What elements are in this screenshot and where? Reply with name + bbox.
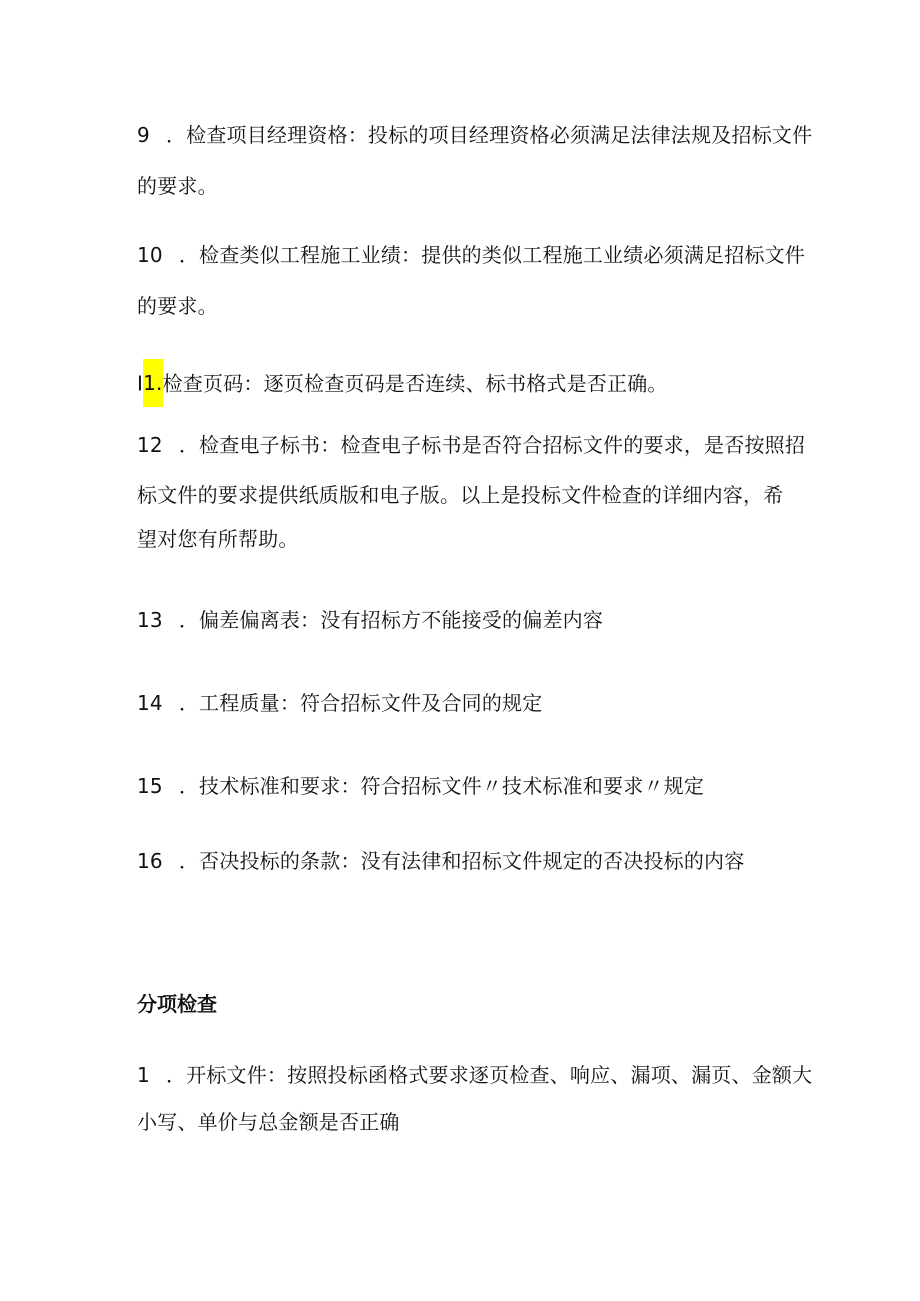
list-item-9-line-2	[137, 172, 218, 200]
item-text: ．偏差偏离表：没有招标方不能接受的偏差内容	[178, 608, 604, 632]
list-item-10-line-1	[137, 241, 805, 269]
item-text: ．技术标准和要求：符合招标文件〃技术标准和要求〃规定	[178, 774, 705, 798]
list-item-12-line-3	[137, 525, 299, 553]
item-text: 的要求。	[137, 174, 218, 198]
highlighted-number: 1.	[143, 359, 162, 407]
list-item-12-line-2	[137, 481, 783, 509]
item-text: 小写、单价与总金额是否正确	[137, 1110, 400, 1134]
item-text: ．否决投标的条款：没有法律和招标文件规定的否决投标的内容	[178, 849, 745, 873]
list-item-10-line-2	[137, 292, 218, 320]
list-item-12-line-1	[137, 431, 805, 459]
item-text: 标文件的要求提供纸质版和电子版。以上是投标文件检查的详细内容，希	[137, 483, 784, 507]
item-number: 10	[137, 243, 163, 267]
item-number: 15	[137, 774, 163, 798]
list-item-15	[137, 772, 704, 800]
item-text: ．检查电子标书：检查电子标书是否符合招标文件的要求，是否按照招	[178, 433, 806, 457]
list-item-9-line-1	[137, 121, 812, 149]
item-text: 检查页码：逐页检查页码是否连续、标书格式是否正确。	[162, 371, 668, 396]
item-number: 13	[137, 608, 163, 632]
item-text: ．开标文件：按照投标函格式要求逐页检查、响应、漏项、漏页、金额大	[165, 1063, 813, 1087]
item-number: 14	[137, 691, 163, 715]
section-item-1-line-1	[137, 1061, 812, 1089]
list-item-13	[137, 606, 603, 634]
list-item-11-line-1	[137, 361, 668, 409]
section-item-1-line-2	[137, 1108, 400, 1136]
item-number: 12	[137, 433, 163, 457]
list-item-14	[137, 689, 542, 717]
item-number: 1	[137, 1063, 150, 1087]
item-text: 望对您有所帮助。	[137, 527, 299, 551]
item-text: ．检查类似工程施工业绩：提供的类似工程施工业绩必须满足招标文件	[178, 243, 806, 267]
item-text: ．工程质量：符合招标文件及合同的规定	[178, 691, 543, 715]
item-text: ．检查项目经理资格：投标的项目经理资格必须满足法律法规及招标文件	[165, 123, 813, 147]
item-number-prefix: I	[137, 371, 144, 396]
item-number: 9	[137, 123, 150, 147]
section-heading: 分项检查	[137, 992, 217, 1016]
item-text: 的要求。	[137, 294, 218, 318]
item-number: 16	[137, 849, 163, 873]
list-item-16	[137, 847, 744, 875]
